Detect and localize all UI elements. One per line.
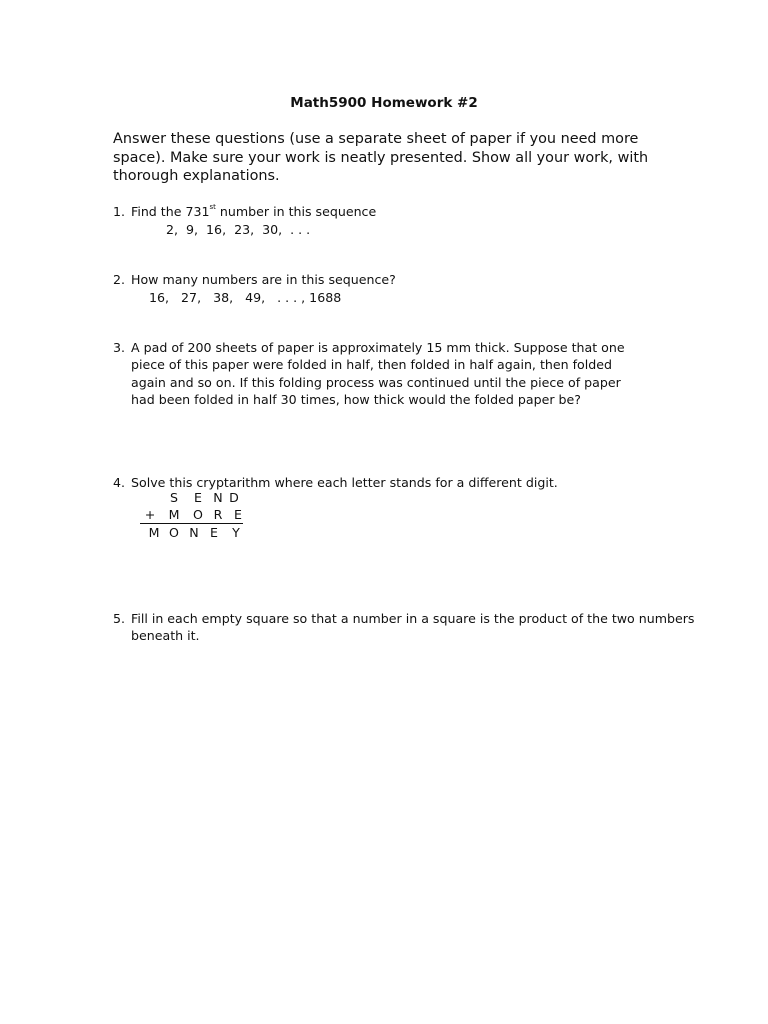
question-line: again and so on. If this folding process was continued until the piece of paper: [131, 374, 621, 390]
crypt-letter: O: [169, 525, 179, 540]
question-number: 2.: [113, 272, 126, 287]
question-line: had been folded in half 30 times, how thick would the folded paper be?: [131, 391, 581, 407]
question-line: Solve this cryptarithm where each letter stands for a different digit.: [131, 475, 558, 490]
question-line: Fill in each empty square so that a number in a square is the product of the two numbers: [131, 611, 695, 626]
crypt-letter: O: [193, 507, 203, 522]
crypt-letter: D: [229, 490, 239, 505]
crypt-letter: E: [210, 525, 218, 540]
crypt-letter: N: [189, 525, 199, 540]
crypt-letter: M: [148, 525, 160, 540]
ordinal-suffix: st: [209, 203, 216, 211]
question-line: beneath it.: [131, 628, 200, 644]
question-1: [113, 203, 673, 243]
question-2: [113, 271, 673, 311]
cryptarithm: [140, 490, 250, 546]
instructions-line: space). Make sure your work is neatly presented. Show all your work, with: [113, 149, 649, 166]
question-number: 3.: [113, 340, 126, 355]
crypt-letter: S: [170, 490, 178, 505]
question-line: piece of this paper were folded in half, then folded in half again, then folded: [131, 357, 612, 373]
crypt-letter: E: [234, 507, 242, 522]
page-title: Math5900 Homework #2: [290, 95, 478, 111]
plus-sign: +: [144, 507, 156, 522]
instructions-line: thorough explanations.: [113, 168, 280, 184]
crypt-letter: M: [168, 507, 180, 522]
crypt-letter: Y: [232, 525, 240, 540]
question-number: 4.: [113, 475, 126, 490]
question-line: A pad of 200 sheets of paper is approximately 15 mm thick. Suppose that one: [131, 340, 625, 355]
crypt-letter: R: [213, 507, 223, 522]
question-text: [131, 610, 694, 645]
sequence: 2, 9, 16, 23, 30, . . .: [166, 222, 311, 237]
question-5: [113, 610, 733, 650]
crypt-letter: E: [194, 490, 202, 505]
question-text: [131, 339, 625, 408]
question-line: How many numbers are in this sequence?: [131, 272, 396, 287]
question-text: [131, 474, 558, 491]
question-number: 5.: [113, 611, 126, 626]
question-number: 1.: [113, 204, 126, 219]
question-3: [113, 339, 673, 414]
instructions-line: Answer these questions (use a separate sheet of paper if you need more: [113, 131, 639, 147]
question-line: Find the 731st number in this sequence: [131, 203, 377, 219]
question-text: [131, 203, 376, 220]
crypt-letter: N: [213, 490, 223, 505]
sequence: 16, 27, 38, 49, . . . , 1688: [149, 290, 342, 305]
question-text: [131, 271, 396, 288]
instructions: [113, 130, 673, 186]
sum-line: [140, 523, 243, 524]
